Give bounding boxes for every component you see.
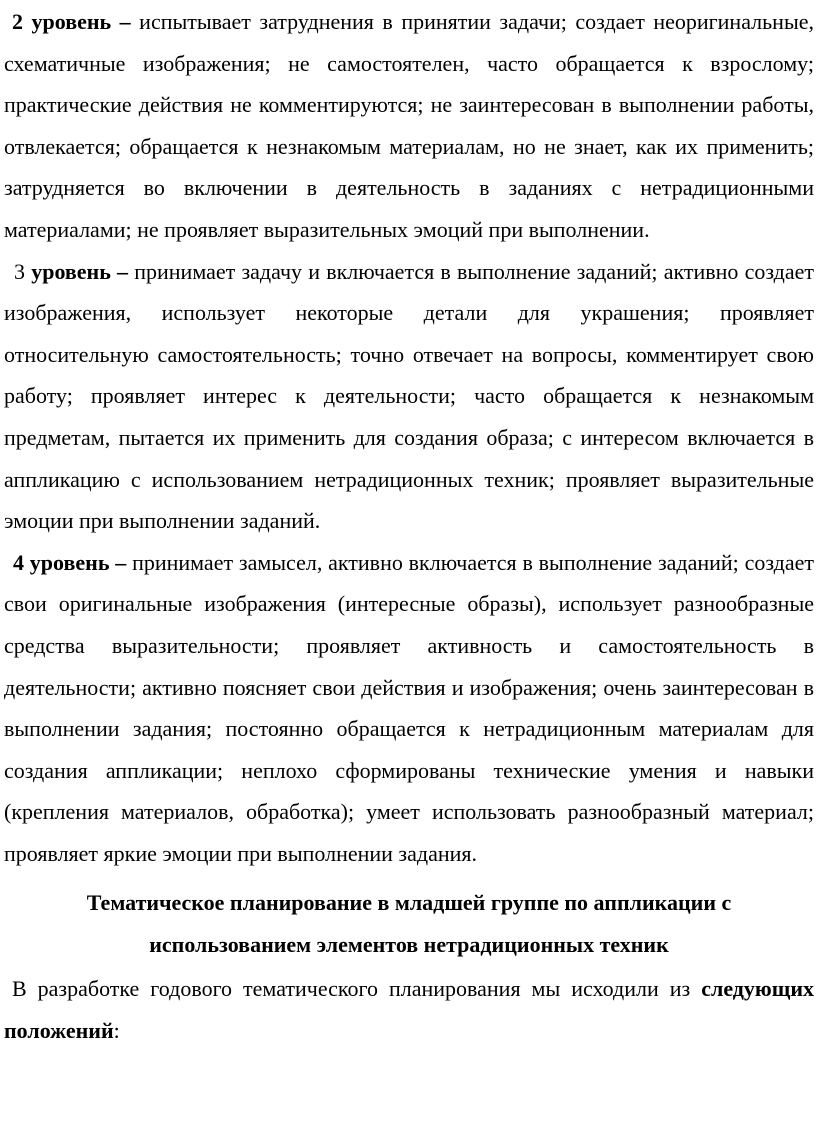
level-3-text: принимает задачу и включается в выполнение заданий; активно создает изображения, использует некоторые детали для украшения; проявляет относительную самостоятельность; точно отвечает на вопросы, комментирует свою работу; проявляет интерес к деятельности; часто обращается к незнакомым предметам, пытается их применить для создания образа; с интересом включается в аппликацию с использованием нетрадиционных техник; проявляет выразительные эмоции при выполнении заданий. (4, 258, 814, 534)
level-2-text: испытывает затруднения в принятии задачи; создает неоригинальные, схематичные изображения; не самостоятелен, часто обращается к взрослому; практические действия не комментируются; не заинтересован в выполнении работы, отвлекается; обращается к незнакомым материалам, но не знает, как их применить; затрудняется во включении в деятельность в заданиях с нетрадиционными материалами; не проявляет выразительных эмоций при выполнении. (4, 9, 814, 242)
planning-text: В разработке годового тематического планирования мы исходили из (12, 976, 702, 1002)
level-3-paragraph (4, 251, 814, 542)
section-heading (4, 882, 814, 966)
planning-end: : (113, 1018, 120, 1044)
section-heading-line-2: использованием элементов нетрадиционных техник (149, 932, 669, 958)
planning-bold-tail: следующих положений (4, 976, 814, 1044)
planning-paragraph (4, 968, 814, 1051)
level-2-paragraph (4, 1, 814, 251)
level-4-paragraph (4, 542, 814, 875)
section-heading-line-1: Тематическое планирование в младшей группе по аппликации с (86, 890, 732, 916)
level-4-lead: 4 уровень – (13, 549, 127, 575)
level-3-lead: уровень – (31, 258, 129, 284)
level-4-text: принимает замысел, активно включается в выполнение заданий; создает свои оригинальные изображения (интересные образы), использует разнообразные средства выразительности; проявляет активность и самостоятельность в деятельности; активно поясняет свои действия и изображения; очень заинтересован в выполнении задания; постоянно обращается к нетрадиционным материалам для создания аппликации; неплохо сформированы технические умения и навыки (крепления материалов, обработка); умеет использовать разнообразный материал; проявляет яркие эмоции при выполнении задания. (4, 549, 814, 866)
level-3-number: 3 (14, 258, 32, 284)
level-2-lead: 2 уровень – (12, 9, 131, 34)
